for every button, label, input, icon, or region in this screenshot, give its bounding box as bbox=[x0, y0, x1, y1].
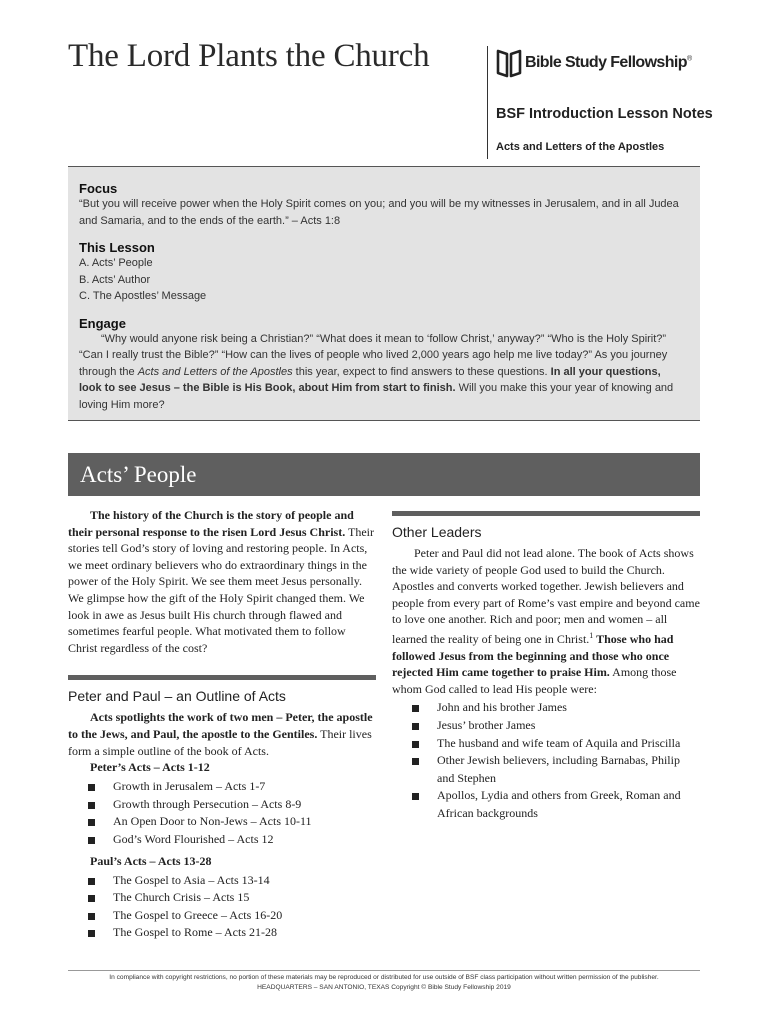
list-item: Jesus’ brother James bbox=[412, 717, 700, 735]
list-item: God’s Word Flourished – Acts 12 bbox=[88, 831, 376, 849]
list-item: John and his brother James bbox=[412, 699, 700, 717]
right-column bbox=[392, 511, 700, 823]
paul-list bbox=[68, 872, 376, 942]
lesson-summary-box bbox=[68, 166, 700, 421]
list-item: A. Acts’ People bbox=[79, 257, 153, 269]
footer-divider bbox=[68, 970, 700, 971]
engage-heading: Engage bbox=[79, 315, 126, 331]
list-item: The Church Crisis – Acts 15 bbox=[88, 889, 376, 907]
list-item: Growth through Persecution – Acts 8-9 bbox=[88, 796, 376, 814]
header-divider bbox=[487, 46, 488, 159]
document-title: The Lord Plants the Church bbox=[68, 38, 430, 74]
intro-paragraph: The history of the Church is the story of people and their personal response to the risen Lord Jesus Christ. Their stories tell God’s story of loving and restoring people. In Acts, we meet ordinary believers who do extraordinary things in the power of the Holy Spirit. We see them meet Jesus personally. We glimpse how the gift of the Holy Spirit changed them. We look in awe as Jesus built His church through flawed and sometimes fearful people. What motivated them to follow Christ regardless of the cost? bbox=[68, 508, 375, 655]
list-item: The husband and wife team of Aquila and Priscilla bbox=[412, 735, 700, 753]
open-book-icon bbox=[496, 48, 522, 78]
focus-text: “But you will receive power when the Holy Spirit comes on you; and you will be my witnesses in Jerusalem, and in all Judea and Samaria, and to the ends of the earth.” – Acts 1:8 bbox=[79, 198, 679, 227]
list-item: The Gospel to Greece – Acts 16-20 bbox=[88, 907, 376, 925]
section-title: Acts’ People bbox=[68, 453, 700, 496]
list-item: An Open Door to Non-Jews – Acts 10-11 bbox=[88, 813, 376, 831]
list-item: B. Acts’ Author bbox=[79, 273, 151, 286]
list-item: The Gospel to Asia – Acts 13-14 bbox=[88, 872, 376, 890]
peter-heading: Peter’s Acts – Acts 1-12 bbox=[90, 760, 210, 775]
section-rule bbox=[68, 675, 376, 680]
list-item: The Gospel to Rome – Acts 21-28 bbox=[88, 924, 376, 942]
engage-text: “Why would anyone risk being a Christian?” “What does it mean to ‘follow Christ,’ anyway?” “Who is the Holy Spirit?” “Can I really trust the Bible?” “How can the lives of people who lived 2,000 years ago help me live today?” As you journey through the Acts and Letters of the Apostles this year, expect to find answers to these questions. In all your questions, look to see Jesus – the Bible is His Book, about Him from start to finish. Will you make this your year of knowing and loving Him more? bbox=[79, 332, 674, 411]
section-rule bbox=[392, 511, 700, 516]
copyright-notice: In compliance with copyright restrictions, no portion of these materials may be reproduced or distributed for use outside of BSF class participation without written permission of the publisher. bbox=[109, 974, 659, 981]
leaders-paragraph: Peter and Paul did not lead alone. The book of Acts shows the wide variety of people God used to build the Church. Apostles and converts worked together. Jewish believers and people from every part of Rome’s vast empire and beyond came to love one another. Rich and poor; men and women – all learned the reality of being one in Christ.$^1$ Those who had followed Jesus from the beginning and those who once rejected Him came together to praise Him. Among those whom God called to lead His people were: bbox=[392, 546, 700, 696]
outline-heading: Peter and Paul – an Outline of Acts bbox=[68, 688, 286, 705]
outline-intro: Acts spotlights the work of two men – Peter, the apostle to the Jews, and Paul, the apostle to the Gentiles. Their lives form a simple outline of the book of Acts. bbox=[68, 710, 373, 758]
paul-heading: Paul’s Acts – Acts 13-28 bbox=[90, 853, 212, 868]
list-item: Other Jewish believers, including Barnabas, Philip and Stephen bbox=[412, 752, 700, 787]
left-column bbox=[68, 507, 376, 942]
logo-wordmark: Bible Study Fellowship® bbox=[525, 54, 692, 71]
document-subtitle: BSF Introduction Lesson Notes bbox=[496, 106, 713, 122]
list-item: Growth in Jerusalem – Acts 1-7 bbox=[88, 778, 376, 796]
lesson-heading: This Lesson bbox=[79, 240, 155, 255]
list-item: Apollos, Lydia and others from Greek, Roman and African backgrounds bbox=[412, 787, 700, 822]
study-name: Acts and Letters of the Apostles bbox=[496, 141, 665, 153]
lesson-list bbox=[79, 255, 685, 305]
list-item: C. The Apostles’ Message bbox=[79, 290, 207, 302]
footer-address: HEADQUARTERS – SAN ANTONIO, TEXAS Copyright © Bible Study Fellowship 2019 bbox=[257, 984, 511, 991]
peter-list bbox=[68, 778, 376, 848]
focus-heading: Focus bbox=[79, 181, 118, 196]
leaders-list bbox=[392, 699, 700, 822]
leaders-heading: Other Leaders bbox=[392, 524, 482, 540]
bsf-logo bbox=[496, 48, 692, 78]
